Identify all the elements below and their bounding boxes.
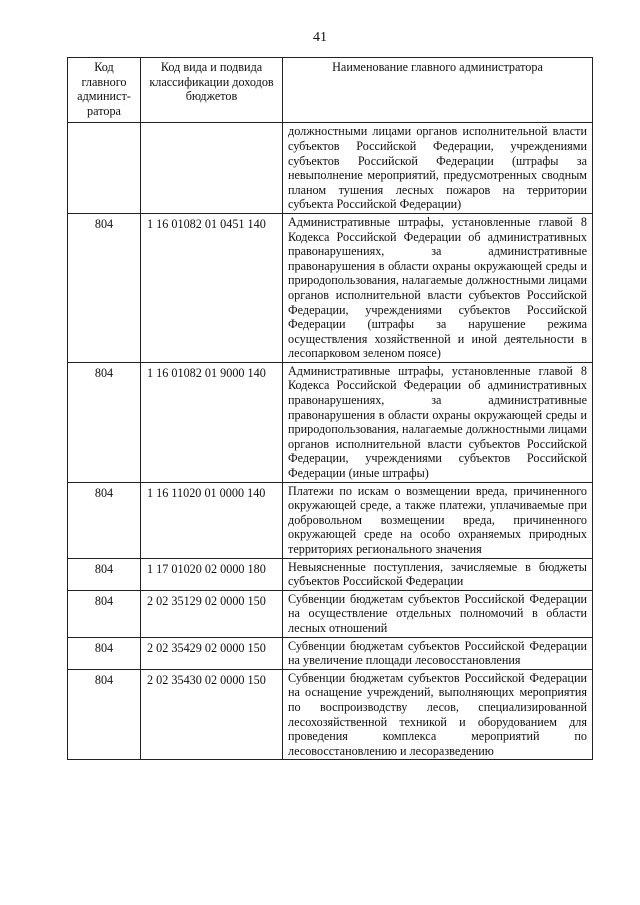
table-row: [68, 590, 593, 637]
row-name: Административные штрафы, установленные главой 8 Кодекса Российской Федерации об административных правонарушениях, за административные правонарушения в области охраны окружающей среды и природопользования, налагаемые должностными лицами органов исполнительной власти субъектов Российской Федерации, учреждениями субъектов Российской Федерации (иные штрафы): [283, 362, 593, 482]
row-admin-code: 804: [68, 637, 141, 669]
table-row: [68, 213, 593, 362]
table-row: [68, 669, 593, 760]
table-row: [68, 123, 593, 214]
row-income-code: 1 16 01082 01 0451 140: [141, 213, 283, 362]
row-income-code: 1 17 01020 02 0000 180: [141, 558, 283, 590]
row-income-code: 2 02 35129 02 0000 150: [141, 590, 283, 637]
row-admin-code: [68, 123, 141, 214]
row-income-code: 1 16 01082 01 9000 140: [141, 362, 283, 482]
header-income-code: Код вида и подвида классификации доходов бюджетов: [141, 58, 283, 123]
row-admin-code: 804: [68, 213, 141, 362]
row-income-code: [141, 123, 283, 214]
row-admin-code: 804: [68, 669, 141, 760]
table-row: [68, 558, 593, 590]
row-name: Субвенции бюджетам субъектов Российской Федерации на осуществление отдельных полномочий в области лесных отношений: [283, 590, 593, 637]
row-admin-code: 804: [68, 362, 141, 482]
row-income-code: 2 02 35429 02 0000 150: [141, 637, 283, 669]
table-row: [68, 637, 593, 669]
header-admin-code: Код главного админист-ратора: [68, 58, 141, 123]
header-admin-name: Наименование главного администратора: [283, 58, 593, 123]
table-header-row: [68, 58, 593, 123]
page-number: 41: [313, 30, 327, 45]
row-name: должностными лицами органов исполнительной власти субъектов Российской Федерации, учреждениями субъектов Российской Федерации (штрафы за невыполнение мероприятий, предусмотренных сводным планом тушения лесных пожаров на территории субъекта Российской Федерации): [283, 123, 593, 214]
row-name: Административные штрафы, установленные главой 8 Кодекса Российской Федерации об административных правонарушениях, за административные правонарушения в области охраны окружающей среды и природопользования, налагаемые должностными лицами органов исполнительной власти субъектов Российской Федерации, учреждениями субъектов Российской Федерации (штрафы за нарушение режима осуществления хозяйственной и иной деятельности в лесопарковом зеленом поясе): [283, 213, 593, 362]
row-name: Субвенции бюджетам субъектов Российской Федерации на оснащение учреждений, выполняющих мероприятия по воспроизводству лесов, специализированной лесохозяйственной техникой и оборудованием для проведения комплекса мероприятий по лесовосстановлению и лесоразведению: [283, 669, 593, 760]
row-admin-code: 804: [68, 590, 141, 637]
row-admin-code: 804: [68, 482, 141, 558]
row-admin-code: 804: [68, 558, 141, 590]
table-row: [68, 362, 593, 482]
row-name: Субвенции бюджетам субъектов Российской Федерации на увеличение площади лесовосстановления: [283, 637, 593, 669]
row-name: Невыясненные поступления, зачисляемые в бюджеты субъектов Российской Федерации: [283, 558, 593, 590]
income-administrators-table: [67, 57, 593, 760]
row-income-code: 1 16 11020 01 0000 140: [141, 482, 283, 558]
row-name: Платежи по искам о возмещении вреда, причиненного окружающей среде, а также платежи, уплачиваемые при добровольном возмещении вреда, причиненного окружающей среде на особо охраняемых природных территориях регионального значения: [283, 482, 593, 558]
table-row: [68, 482, 593, 558]
row-income-code: 2 02 35430 02 0000 150: [141, 669, 283, 760]
